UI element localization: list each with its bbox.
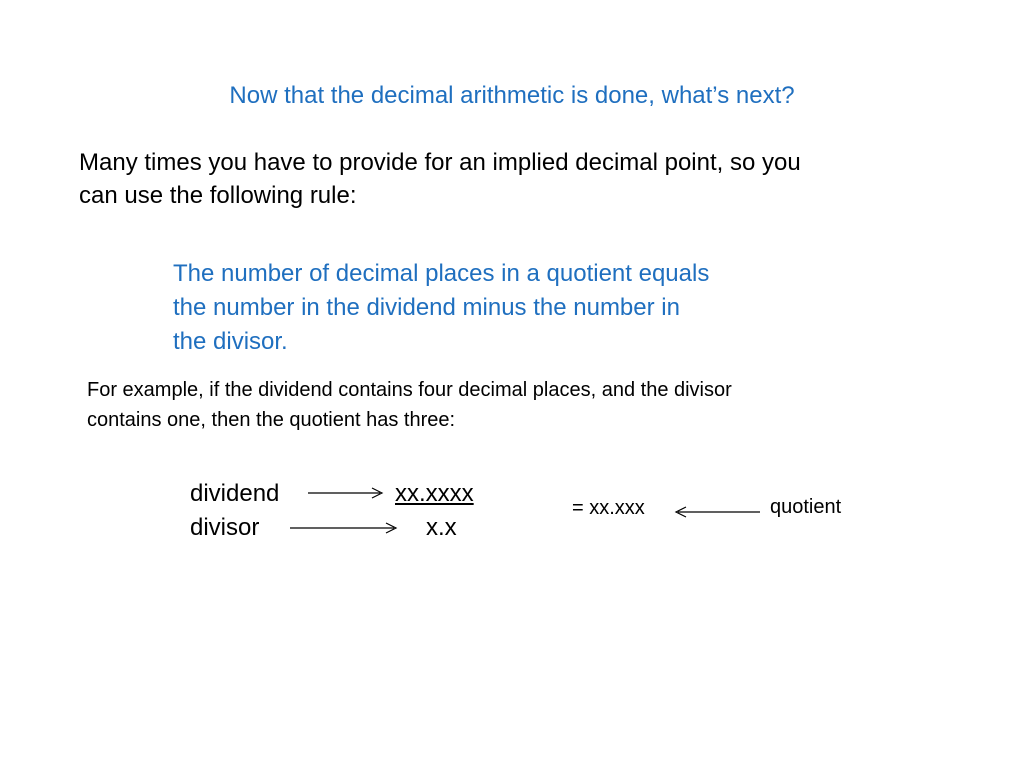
intro-line-1: Many times you have to provide for an implied decimal point, so you bbox=[79, 149, 801, 176]
example-line-2: contains one, then the quotient has three: bbox=[87, 409, 456, 431]
dividend-value: xx.xxxx bbox=[395, 480, 474, 507]
result-value: = xx.xxx bbox=[572, 497, 645, 519]
dividend-label: dividend bbox=[190, 480, 280, 507]
intro-line-2: can use the following rule: bbox=[79, 182, 357, 209]
example-line-1: For example, if the dividend contains four decimal places, and the divisor bbox=[87, 379, 732, 401]
divisor-arrow-icon bbox=[290, 521, 402, 535]
rule-paragraph bbox=[173, 257, 853, 359]
divisor-value: x.x bbox=[426, 514, 457, 541]
divisor-label: divisor bbox=[190, 514, 260, 541]
rule-line-2: the number in the dividend minus the number in bbox=[173, 294, 680, 321]
quotient-label: quotient bbox=[770, 496, 842, 518]
dividend-arrow-icon bbox=[308, 486, 388, 500]
slide-title: Now that the decimal arithmetic is done, what’s next? bbox=[229, 82, 795, 109]
example-paragraph bbox=[87, 375, 987, 435]
quotient-arrow-icon bbox=[674, 505, 764, 519]
intro-paragraph bbox=[79, 146, 979, 212]
rule-line-1: The number of decimal places in a quotient equals bbox=[173, 260, 710, 287]
rule-line-3: the divisor. bbox=[173, 328, 288, 355]
